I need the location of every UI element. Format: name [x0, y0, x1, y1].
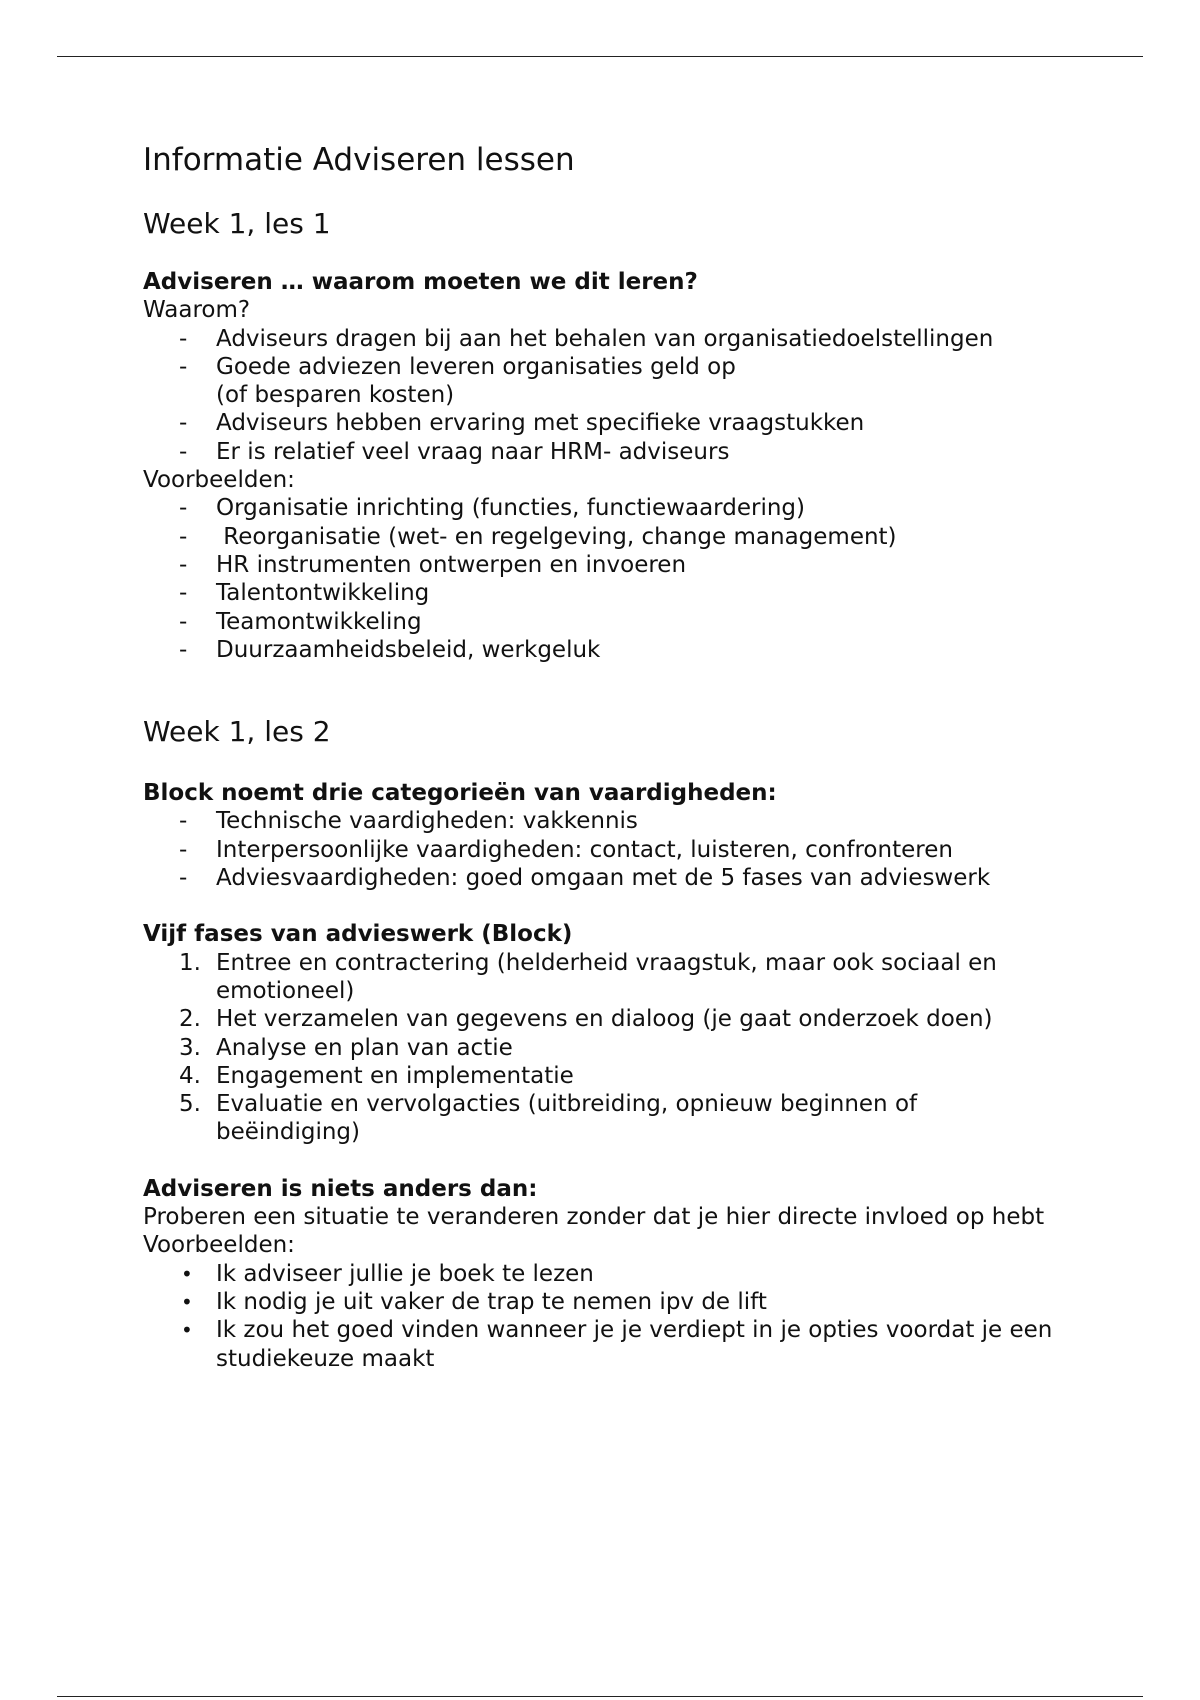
dash-marker: - — [179, 865, 188, 892]
list-item-text: Adviseurs dragen bij aan het behalen van organisatiedoelstellingen — [216, 325, 994, 352]
dash-marker: - — [179, 836, 188, 863]
list-item — [143, 353, 1063, 410]
list-item-text: Technische vaardigheden: vakkennis — [216, 808, 638, 835]
list-item-text: Entree en contractering (helderheid vraagstuk, maar ook sociaal en emotioneel) — [216, 949, 997, 1004]
list-item-text: Interpersoonlijke vaardigheden: contact, luisteren, confronteren — [216, 836, 953, 863]
block-categories-heading: Block noemt drie categorieën van vaardigheden: — [143, 780, 777, 807]
number-marker: 4. — [179, 1062, 201, 1089]
list-item — [143, 836, 1063, 864]
list-item — [143, 1260, 1063, 1288]
voorbeelden-label-2: Voorbeelden: — [143, 1232, 295, 1259]
adviseren-definition-heading: Adviseren is niets anders dan: — [143, 1175, 538, 1202]
dash-marker: - — [179, 438, 188, 465]
list-item-text: Talentontwikkeling — [216, 580, 430, 607]
dash-marker: - — [179, 325, 188, 352]
voorbeelden-list — [143, 494, 1063, 664]
list-item — [143, 864, 1063, 892]
list-item-text: Goede adviezen leveren organisaties geld op — [216, 353, 736, 380]
number-marker: 1. — [179, 949, 201, 976]
dash-marker: - — [179, 580, 188, 607]
list-item-text: Evaluatie en vervolgacties (uitbreiding, opnieuw beginnen of beëindiging) — [216, 1091, 918, 1146]
voorbeelden-bullet-list — [143, 1260, 1063, 1373]
list-item-text: Reorganisatie (wet- en regelgeving, change management) — [216, 523, 897, 550]
list-item-text: Er is relatief veel vraag naar HRM- adviseurs — [216, 438, 730, 465]
top-rule — [57, 56, 1143, 57]
waarom-label: Waarom? — [143, 297, 251, 324]
bottom-rule — [57, 1696, 1143, 1697]
vaardigheden-list — [143, 807, 1063, 892]
number-marker: 2. — [179, 1006, 201, 1033]
dash-marker: - — [179, 551, 188, 578]
bullet-marker: • — [181, 1318, 193, 1343]
dash-marker: - — [179, 523, 188, 550]
list-item — [143, 636, 1063, 664]
list-item-text: Organisatie inrichting (functies, functiewaardering) — [216, 495, 805, 522]
list-item — [143, 949, 1063, 1006]
list-item-text: HR instrumenten ontwerpen en invoeren — [216, 551, 687, 578]
dash-marker: - — [179, 808, 188, 835]
waarom-list — [143, 325, 1063, 466]
list-item — [143, 551, 1063, 579]
list-item — [143, 807, 1063, 835]
fases-list — [143, 949, 1063, 1147]
list-item — [143, 1062, 1063, 1090]
document-body — [143, 138, 1063, 1373]
list-item — [143, 1090, 1063, 1147]
list-item-text: Ik adviseer jullie je boek te lezen — [216, 1260, 594, 1287]
dash-marker: - — [179, 353, 188, 380]
list-item — [143, 325, 1063, 353]
dash-marker: - — [179, 608, 188, 635]
list-item-text: Duurzaamheidsbeleid, werkgeluk — [216, 636, 601, 663]
list-item — [143, 438, 1063, 466]
week1-les2-heading: Week 1, les 2 — [143, 715, 331, 749]
list-item — [143, 1005, 1063, 1033]
list-item — [143, 409, 1063, 437]
bullet-marker: • — [181, 1289, 193, 1314]
dash-marker: - — [179, 636, 188, 663]
adviseren-waarom-heading: Adviseren … waarom moeten we dit leren? — [143, 269, 698, 295]
fases-heading: Vijf fases van advieswerk (Block) — [143, 921, 573, 948]
bullet-marker: • — [181, 1261, 193, 1286]
list-item-text-continuation: (of besparen kosten) — [216, 382, 455, 409]
list-item-text: Adviseurs hebben ervaring met specifieke vraagstukken — [216, 410, 865, 437]
list-item-text: Het verzamelen van gegevens en dialoog (je gaat onderzoek doen) — [216, 1006, 993, 1033]
adviseren-definition-text: Proberen een situatie te veranderen zonder dat je hier directe invloed op hebt — [143, 1204, 1045, 1231]
week1-les1-heading: Week 1, les 1 — [143, 207, 331, 240]
list-item-text: Ik zou het goed vinden wanneer je je verdiept in je opties voordat je een studiekeuze maakt — [216, 1317, 1053, 1372]
dash-marker: - — [179, 410, 188, 437]
list-item — [143, 1288, 1063, 1316]
list-item — [143, 579, 1063, 607]
list-item-text: Engagement en implementatie — [216, 1062, 574, 1089]
number-marker: 5. — [179, 1091, 201, 1118]
list-item-text: Teamontwikkeling — [216, 608, 422, 635]
list-item-text: Adviesvaardigheden: goed omgaan met de 5 fases van advieswerk — [216, 865, 991, 892]
list-item — [143, 1034, 1063, 1062]
list-item — [143, 494, 1063, 522]
dash-marker: - — [179, 495, 188, 522]
list-item — [143, 1316, 1063, 1373]
list-item — [143, 608, 1063, 636]
document-title: Informatie Adviseren lessen — [143, 142, 575, 178]
list-item — [143, 523, 1063, 551]
list-item-text: Analyse en plan van actie — [216, 1034, 513, 1061]
voorbeelden-label: Voorbeelden: — [143, 467, 295, 494]
number-marker: 3. — [179, 1034, 201, 1061]
list-item-text: Ik nodig je uit vaker de trap te nemen ipv de lift — [216, 1288, 767, 1315]
